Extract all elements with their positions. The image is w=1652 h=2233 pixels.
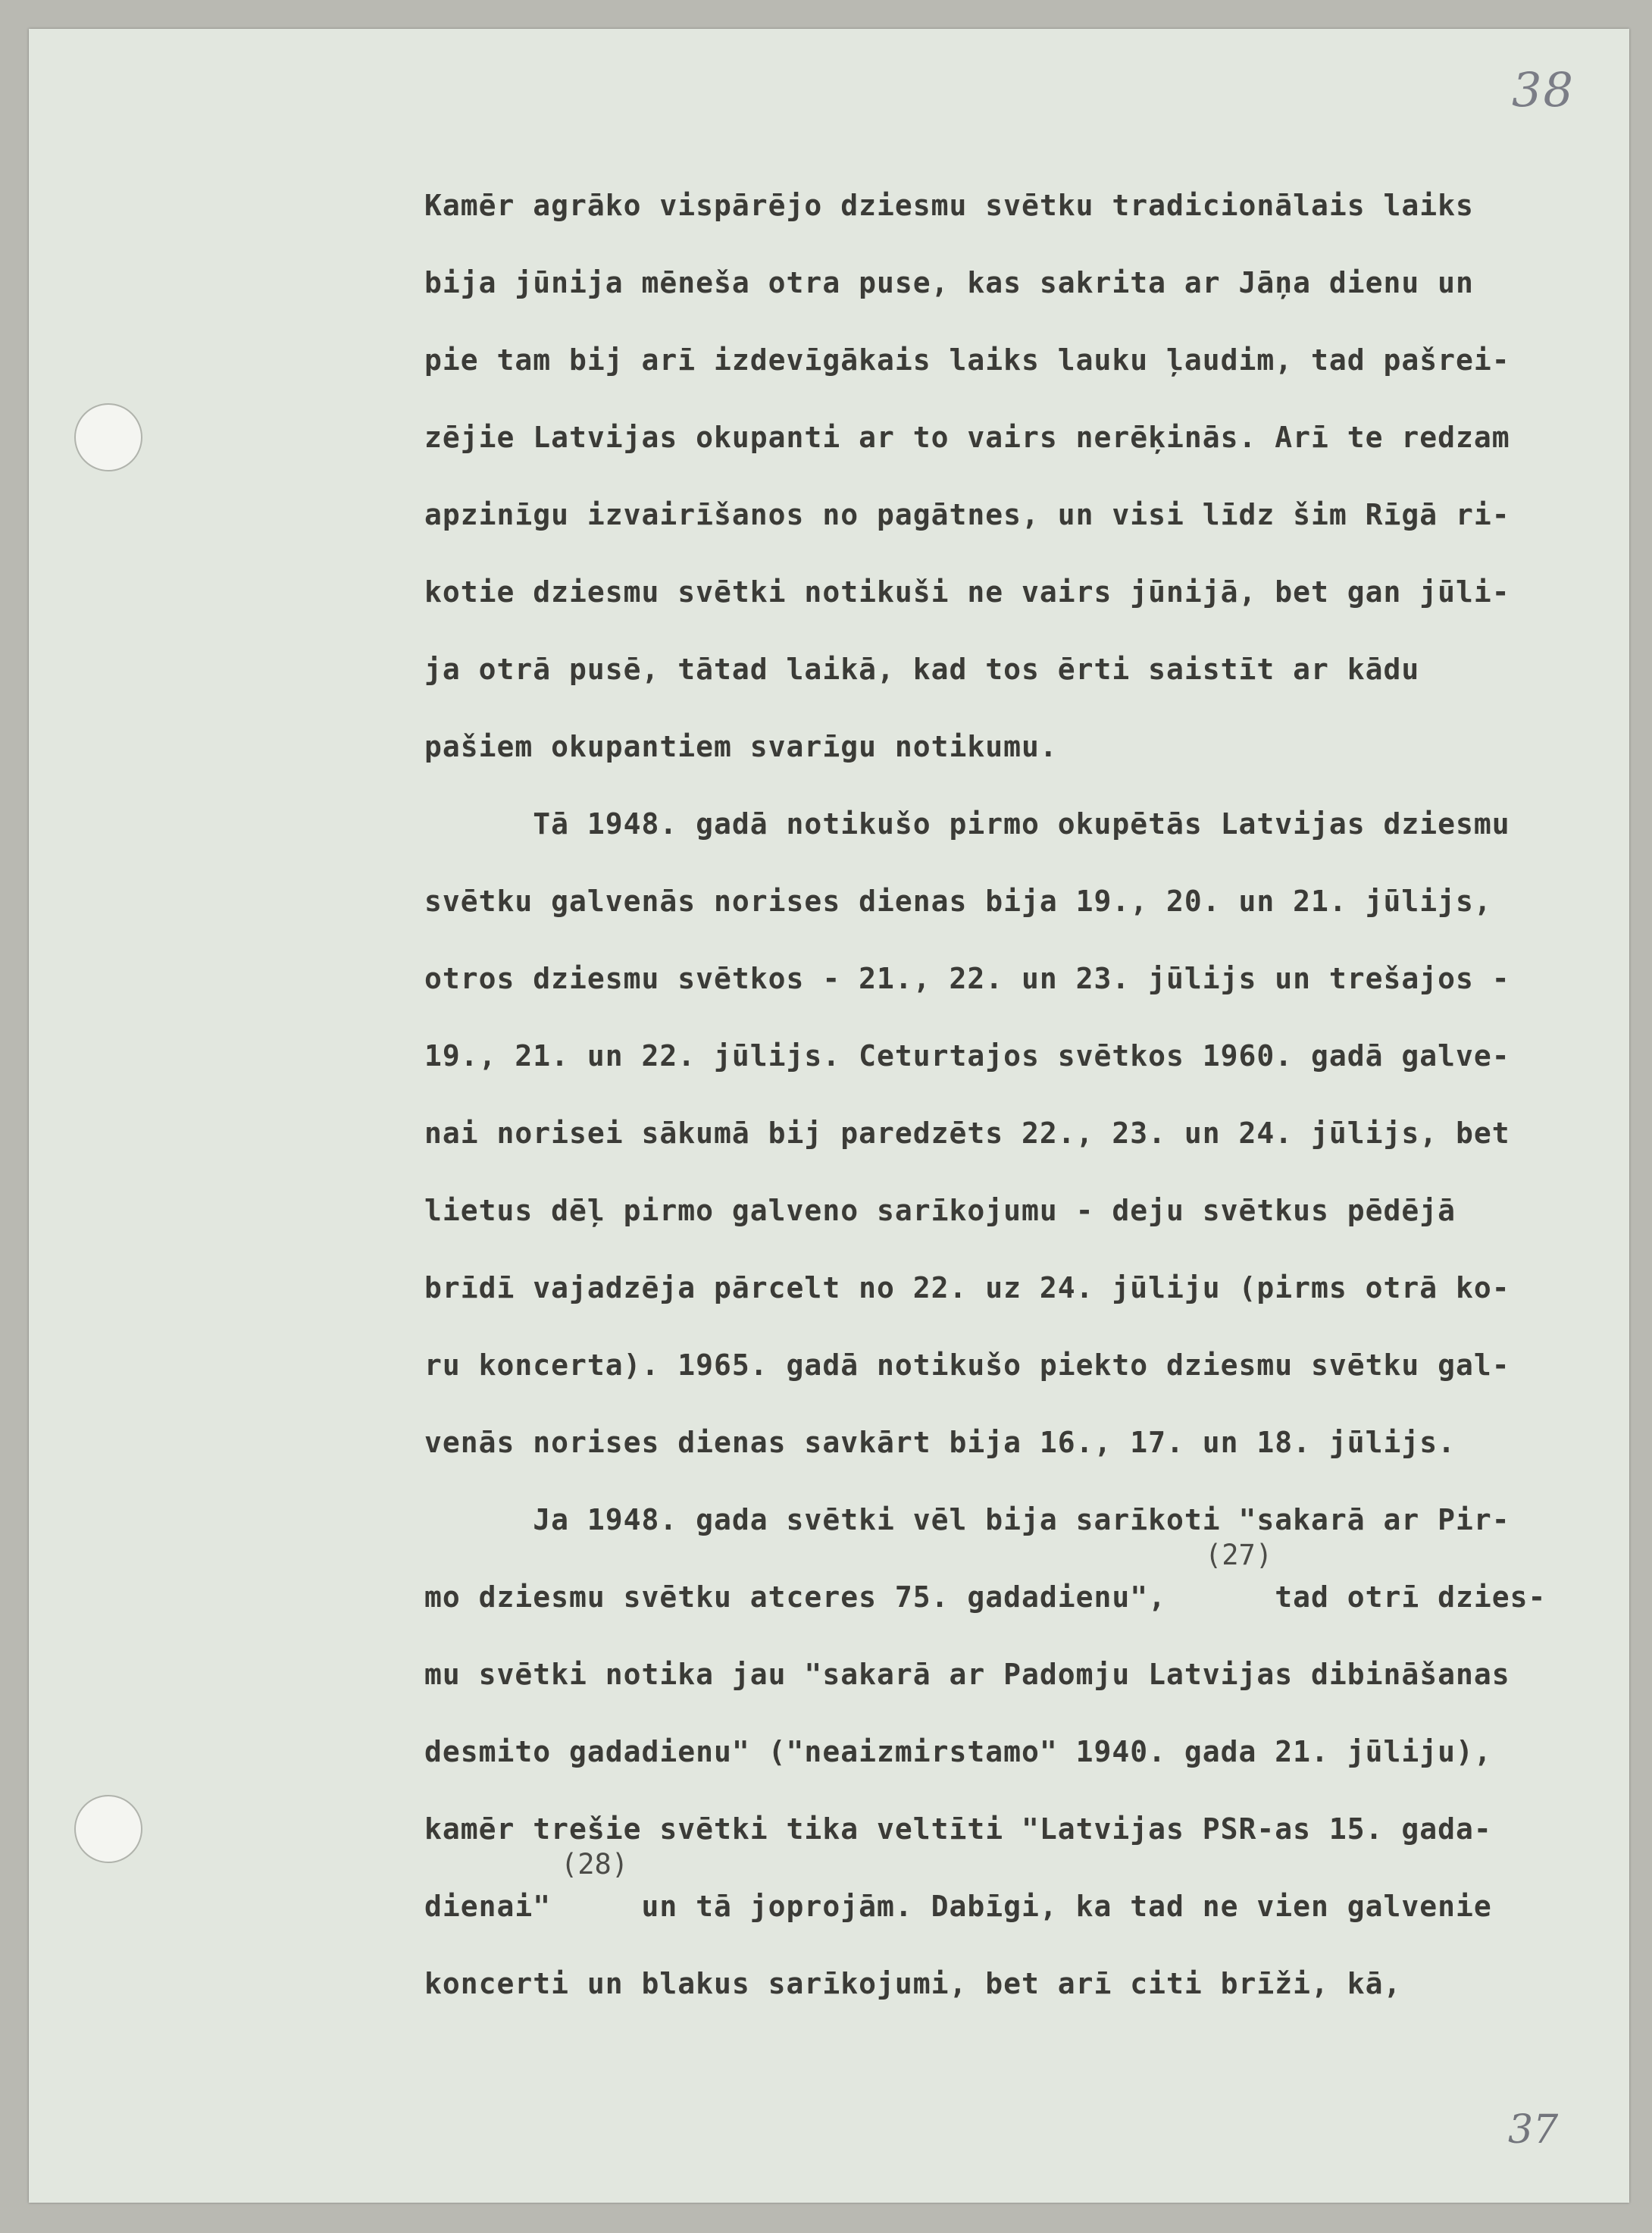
text-line: desmito gadadienu" ("neaizmirstamo" 1940. gada 21. jūliju), (424, 1735, 1492, 1768)
text-line: svētku galvenās norises dienas bija 19., 20. un 21. jūlijs, (424, 885, 1492, 918)
text-line: bija jūnija mēneša otra puse, kas sakrita ar Jāņa dienu un (424, 266, 1474, 299)
text-line: pie tam bij arī izdevīgākais laiks lauku ļaudim, tad pašrei- (424, 343, 1510, 377)
text-line: venās norises dienas savkārt bija 16., 17. un 18. jūlijs. (424, 1426, 1456, 1459)
text-line: Kamēr agrāko vispārējo dziesmu svētku tradicionālais laiks (424, 189, 1474, 222)
text-line: 19., 21. un 22. jūlijs. Ceturtajos svētkos 1960. gadā galve- (424, 1039, 1510, 1073)
text-line: lietus dēļ pirmo galveno sarīkojumu - deju svētkus pēdējā (424, 1194, 1456, 1227)
page-number-top: 38 (1512, 62, 1575, 117)
page-number-bottom: 37 (1508, 2107, 1559, 2153)
text-line: ja otrā pusē, tātad laikā, kad tos ērti saistīt ar kādu (424, 653, 1420, 686)
punch-hole-top (74, 403, 142, 471)
text-line: koncerti un blakus sarīkojumi, bet arī citi brīži, kā, (424, 1967, 1402, 2000)
footnote-marker-28: (28) (561, 1848, 629, 1881)
text-line: mu svētki notika jau "sakarā ar Padomju Latvijas dibināšanas (424, 1658, 1510, 1691)
text-line: apzinīgu izvairīšanos no pagātnes, un visi līdz šim Rīgā ri- (424, 498, 1510, 531)
text-line: nai norisei sākumā bij paredzēts 22., 23. un 24. jūlijs, bet (424, 1116, 1510, 1150)
text-line: Tā 1948. gadā notikušo pirmo okupētās Latvijas dziesmu (424, 807, 1510, 841)
text-line: Ja 1948. gada svētki vēl bija sarīkoti "sakarā ar Pir- (424, 1503, 1510, 1536)
text-line: pašiem okupantiem svarīgu notikumu. (424, 730, 1058, 763)
text-line: dienai" un tā joprojām. Dabīgi, ka tad ne vien galvenie (424, 1890, 1492, 1923)
text-line: otros dziesmu svētkos - 21., 22. un 23. jūlijs un trešajos - (424, 962, 1510, 995)
punch-hole-bottom (74, 1795, 142, 1863)
text-line: kotie dziesmu svētki notikuši ne vairs jūnijā, bet gan jūli- (424, 575, 1510, 609)
text-line: ru koncerta). 1965. gadā notikušo piekto dziesmu svētku gal- (424, 1348, 1510, 1382)
text-line: zējie Latvijas okupanti ar to vairs nerēķinās. Arī te redzam (424, 421, 1510, 454)
text-line: brīdī vajadzēja pārcelt no 22. uz 24. jūliju (pirms otrā ko- (424, 1271, 1510, 1304)
text-line: mo dziesmu svētku atceres 75. gadadienu", tad otrī dzies- (424, 1580, 1547, 1614)
footnote-marker-27: (27) (1205, 1539, 1273, 1571)
text-line: kamēr trešie svētki tika veltīti "Latvijas PSR-as 15. gada- (424, 1812, 1492, 1846)
